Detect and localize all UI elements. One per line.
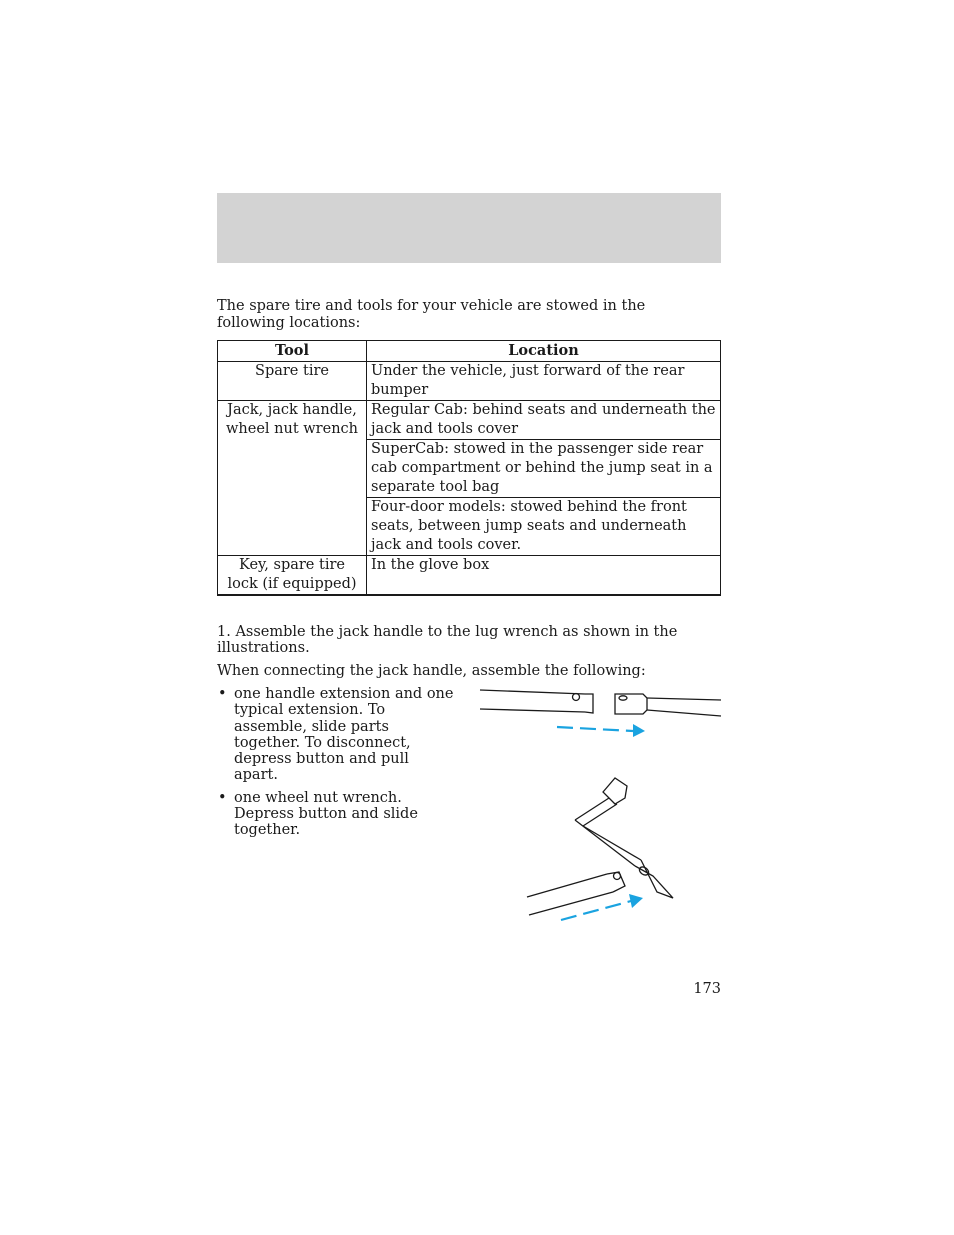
assembly-arrow-icon: [561, 894, 643, 920]
table-row: [218, 556, 721, 596]
tool-cell: Spare tire: [218, 362, 367, 401]
location-cell: Under the vehicle, just forward of the rear bumper: [367, 362, 721, 401]
location-cell: SuperCab: stowed in the passenger side rear cab compartment or behind the jump seat in a separate tool bag: [367, 440, 721, 498]
bullet-marker: •: [218, 686, 227, 702]
table-header-row: [218, 341, 721, 362]
location-cell: In the glove box: [367, 556, 721, 596]
tool-location-table: [217, 340, 721, 596]
intro-text: The spare tire and tools for your vehicle are stowed in the following locations:: [217, 298, 646, 331]
wheel-nut-wrench-illustration: [527, 778, 673, 915]
bullet-marker: •: [218, 789, 227, 806]
page-number: 173: [693, 981, 721, 997]
column-header-location: Location: [367, 341, 721, 362]
jack-handle-assembly-illustration: [475, 680, 725, 930]
assembly-arrow-icon: [557, 724, 645, 737]
assembly-bullet-list: [217, 686, 457, 845]
section-header-band: [217, 193, 721, 263]
step-one-text: 1. Assemble the jack handle to the lug wrench as shown in the illustrations.: [217, 624, 678, 656]
bullet-text: one wheel nut wrench. Depress button and slide together.: [234, 789, 418, 839]
connect-instruction-text: When connecting the jack handle, assemble the following:: [217, 663, 646, 679]
bullet-text: one handle extension and one typical extension. To assemble, slide parts together. To disconnect, depress button and pull apart.: [234, 686, 454, 784]
location-cell: Regular Cab: behind seats and underneath the jack and tools cover: [367, 401, 721, 440]
list-item: [217, 686, 457, 784]
table-row: [218, 401, 721, 440]
handle-extension-illustration: [480, 690, 721, 716]
location-cell: Four-door models: stowed behind the front seats, between jump seats and underneath jack and tools cover.: [367, 498, 721, 556]
list-item: [217, 790, 457, 839]
column-header-tool: Tool: [218, 341, 367, 362]
tool-cell: Key, spare tire lock (if equipped): [218, 556, 367, 596]
table-row: [218, 362, 721, 401]
tool-cell: Jack, jack handle, wheel nut wrench: [218, 401, 367, 556]
